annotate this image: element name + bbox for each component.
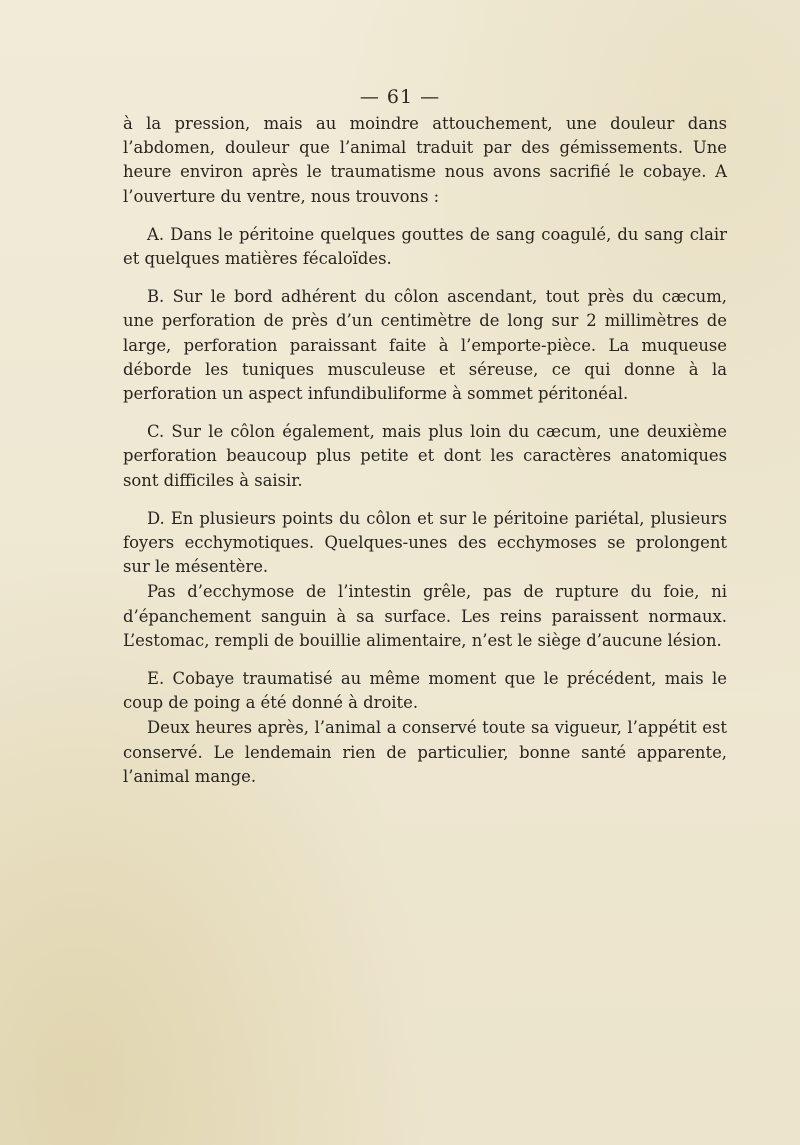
paragraph-b: B. Sur le bord adhérent du côlon ascendant, tout près du cæcum, une perforation de près d’un centimètre de long sur 2 millimètres de large, perforation paraissant faite à l’emporte-pièce. La muqueuse déborde les tuniques musculeuse et séreuse, ce qui donne à la perforation un aspect infundibuliforme à sommet péritonéal. <box>123 287 727 404</box>
page-number: — 61 — <box>359 86 441 108</box>
body-text <box>123 112 727 789</box>
paragraph-a: A. Dans le péritoine quelques gouttes de sang coagulé, du sang clair et quelques matières fécaloïdes. <box>123 224 727 269</box>
paragraph-d-continued: Pas d’ecchymose de l’intestin grêle, pas de rupture du foie, ni d’épanchement sanguin à sa surface. Les reins paraissent normaux. L’estomac, rempli de bouillie alimentaire, n’est le siège d’aucune lésion. <box>123 582 727 650</box>
paragraph-e: E. Cobaye traumatisé au même moment que le précédent, mais le coup de poing a été donné à droite. <box>123 669 727 713</box>
paragraph-intro: à la pression, mais au moindre attouchement, une douleur dans l’abdomen, douleur que l’animal traduit par des gémissements. Une heure environ après le traumatisme nous avons sacrifié le cobaye. A l’ouverture du ventre, nous trouvons : <box>123 114 727 206</box>
paragraph-d: D. En plusieurs points du côlon et sur le péritoine pariétal, plusieurs foyers ecchymotiques. Quelques-unes des ecchymoses se prolongent sur le mésentère. <box>123 508 727 577</box>
paragraph-e-continued: Deux heures après, l’animal a conservé toute sa vigueur, l’appétit est conservé. Le lendemain rien de particulier, bonne santé apparente, l’animal mange. <box>123 718 727 786</box>
paragraph-c: C. Sur le côlon également, mais plus loin du cæcum, une deuxième perforation beaucoup plus petite et dont les caractères anatomiques sont difficiles à saisir. <box>123 422 727 490</box>
